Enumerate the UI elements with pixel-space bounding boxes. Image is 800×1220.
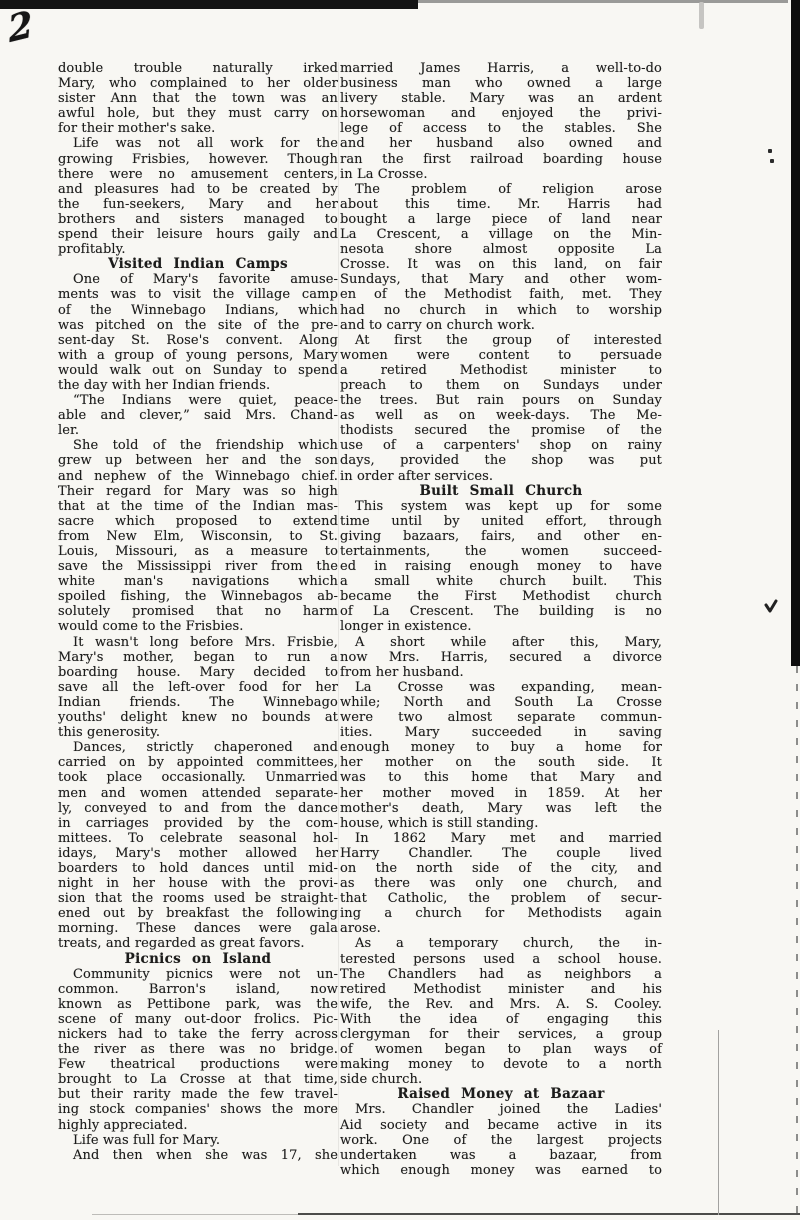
text-line: clergyman for their services, a group — [340, 1027, 662, 1042]
text-line: Mary's mother, began to run a — [58, 649, 338, 665]
paragraph — [340, 831, 662, 937]
text-line: Dances, strictly chaperoned and — [73, 740, 338, 756]
paragraph — [340, 182, 662, 333]
text-line: ments was to visit the village camp — [58, 287, 338, 303]
text-line: “The Indians were quiet, peace- — [73, 393, 338, 409]
text-line: men and women attended separate- — [58, 785, 338, 801]
text-line: en of the Methodist faith, met. They — [340, 287, 662, 303]
text-line: bought a large piece of land near — [340, 211, 662, 227]
paragraph — [58, 1133, 338, 1148]
text-line: able and clever,” said Mrs. Chand- — [58, 408, 338, 424]
text-line: Harry Chandler. The couple lived — [340, 845, 662, 861]
scan-bottom-rule — [298, 1213, 800, 1215]
text-line: growing Frisbies, however. Though — [58, 151, 338, 167]
paragraph — [58, 61, 338, 136]
text-line: married James Harris, a well-to-do — [340, 61, 662, 76]
text-line: ing a church for Methodists again — [340, 906, 662, 922]
text-line: boarders to hold dances until mid- — [58, 860, 338, 876]
text-line: Community picnics were not un- — [73, 966, 338, 982]
text-line: of women began to plan ways of — [340, 1042, 662, 1058]
text-line: about this time. Mr. Harris had — [340, 196, 662, 212]
text-line: sacre which proposed to extend — [58, 513, 338, 529]
text-line: and her husband also owned and — [340, 136, 662, 152]
paragraph — [58, 393, 338, 438]
text-line: Mrs. Chandler joined the Ladies' — [355, 1102, 662, 1118]
text-line: as well as on week-days. The Me- — [340, 408, 662, 424]
text-line: mittees. To celebrate seasonal hol- — [58, 830, 338, 846]
text-line: terested persons used a school house. — [340, 951, 662, 967]
text-line: ran the first railroad boarding house — [340, 151, 662, 167]
paragraph — [58, 136, 338, 257]
section-heading: Visited Indian Camps — [108, 256, 288, 273]
text-line: in carriages provided by the com- — [58, 815, 338, 831]
text-line: giving bazaars, fairs, and other en- — [340, 528, 662, 544]
text-line: Their regard for Mary was so high — [58, 483, 338, 499]
text-line: enough money to buy a home for — [340, 740, 662, 756]
paragraph — [340, 680, 662, 831]
text-line: now Mrs. Harris, secured a divorce — [340, 649, 662, 665]
text-line: La Crosse was expanding, mean- — [355, 679, 662, 695]
text-line: grew up between her and the son — [58, 453, 338, 469]
text-line: of the Winnebago Indians, which — [58, 302, 338, 318]
article-column-right — [340, 61, 662, 1178]
text-line: ities. Mary succeeded in saving — [340, 725, 662, 741]
text-line: Few theatrical productions were — [58, 1057, 338, 1073]
article-column-left — [58, 61, 338, 1163]
paragraph — [340, 1102, 662, 1177]
text-line: the fun-seekers, Mary and her — [58, 196, 338, 212]
text-line: highly appreciated. — [58, 1117, 188, 1133]
text-line: scene of many out-door frolics. Pic- — [58, 1011, 338, 1027]
scan-top-edge-faint — [418, 0, 788, 3]
text-line: tertainments, the women succeed- — [340, 544, 662, 559]
text-line: her mother on the south side. It — [340, 755, 662, 771]
text-line: sent-day St. Rose's convent. Along — [58, 332, 338, 348]
text-line: One of Mary's favorite amuse- — [73, 272, 338, 288]
text-line: while; North and South La Crosse — [340, 694, 662, 710]
text-line: profitably. — [58, 242, 126, 258]
text-line: As a temporary church, the in- — [355, 936, 662, 952]
text-line: youths' delight knew no bounds at — [58, 710, 338, 726]
text-line: With the idea of engaging this — [340, 1011, 662, 1027]
margin-check-mark-icon — [764, 598, 778, 617]
text-line: making money to devote to a north — [340, 1057, 662, 1073]
paragraph — [58, 438, 338, 634]
text-line: ly, conveyed to and from the dance — [58, 800, 338, 816]
text-line: At first the group of interested — [355, 332, 662, 348]
paragraph — [340, 333, 662, 484]
text-line: lege of access to the stables. She — [340, 121, 662, 137]
section-heading: Raised Money at Bazaar — [397, 1086, 605, 1103]
text-line: house, which is still standing. — [340, 815, 539, 831]
text-line: side church. — [340, 1072, 423, 1088]
text-line: brought to La Crosse at that time, — [58, 1072, 338, 1088]
text-line: Aid society and became active in its — [340, 1117, 662, 1133]
text-line: undertaken was a bazaar, from — [340, 1147, 662, 1163]
text-line: La Crescent, a village on the Min- — [340, 227, 662, 243]
scan-right-edge-bar — [791, 0, 800, 666]
paragraph — [340, 936, 662, 1087]
text-line: The Chandlers had as neighbors a — [340, 966, 662, 982]
text-line: with a group of young persons, Mary — [58, 347, 338, 363]
paragraph — [58, 635, 338, 741]
text-line: which enough money was earned to — [340, 1162, 662, 1178]
text-line: white man's navigations which — [58, 574, 338, 590]
paragraph — [340, 61, 662, 182]
text-line: that Catholic, the problem of secur- — [340, 891, 662, 907]
text-line: in La Crosse. — [340, 166, 428, 182]
text-line: use of a carpenters' shop on rainy — [340, 438, 662, 454]
text-line: horsewoman and enjoyed the privi- — [340, 106, 662, 122]
text-line: mother's death, Mary was left the — [340, 800, 662, 816]
text-line: would come to the Frisbies. — [58, 619, 244, 635]
text-line: In 1862 Mary met and married — [355, 830, 662, 846]
text-line: retired Methodist minister and his — [340, 981, 662, 997]
text-line: work. One of the largest projects — [340, 1132, 662, 1148]
text-line: solutely promised that no harm — [58, 604, 338, 620]
text-line: Sundays, that Mary and other wom- — [340, 272, 662, 288]
section-heading: Built Small Church — [419, 482, 583, 499]
text-line: from her husband. — [340, 664, 464, 680]
text-line: This system was kept up for some — [355, 498, 662, 514]
text-line: from New Elm, Wisconsin, to St. — [58, 528, 338, 544]
text-line: Louis, Missouri, as a measure to — [58, 544, 338, 559]
text-line: there were no amusement centers, — [58, 166, 338, 182]
text-line: for their mother's sake. — [58, 121, 216, 137]
text-line: sion that the rooms used be straight- — [58, 891, 338, 907]
text-line: ed in raising enough money to have — [340, 559, 662, 575]
ink-speck — [770, 159, 774, 163]
text-line: known as Pettibone park, was the — [58, 996, 338, 1012]
text-line: morning. These dances were gala — [58, 921, 338, 937]
text-line: days, provided the shop was put — [340, 453, 662, 469]
scan-crease-line — [718, 1030, 719, 1215]
text-line: boarding house. Mary decided to — [58, 664, 338, 680]
text-line: this generosity. — [58, 725, 161, 741]
text-line: that at the time of the Indian mas- — [58, 498, 338, 514]
text-line: Life was not all work for the — [73, 136, 338, 152]
text-line: treats, and regarded as great favors. — [58, 936, 305, 952]
text-line: It wasn't long before Mrs. Frisbie, — [73, 634, 338, 650]
text-line: and nephew of the Winnebago chief. — [58, 468, 338, 484]
text-line: She told of the friendship which — [73, 438, 338, 454]
text-line: a small white church built. This — [340, 574, 662, 590]
text-line: And then when she was 17, she — [73, 1147, 338, 1163]
text-line: thodists secured the promise of the — [340, 423, 662, 439]
text-line: was pitched on the site of the pre- — [58, 317, 338, 333]
text-line: the trees. But rain pours on Sunday — [340, 393, 662, 409]
text-line: became the First Methodist church — [340, 589, 662, 605]
text-line: but their rarity made the few travel- — [58, 1087, 338, 1103]
text-line: night in her house with the provi- — [58, 876, 338, 892]
text-line: livery stable. Mary was an ardent — [340, 91, 662, 107]
text-line: spend their leisure hours gaily and — [58, 227, 338, 243]
text-line: A short while after this, Mary, — [355, 634, 662, 650]
text-line: carried on by appointed committees, — [58, 755, 338, 771]
section-heading: Picnics on Island — [124, 950, 272, 967]
handwritten-page-number: 2 — [6, 2, 35, 52]
text-line: ing stock companies' shows the more — [58, 1102, 338, 1118]
text-line: The problem of religion arose — [355, 181, 662, 197]
paragraph — [340, 635, 662, 680]
scan-smudge — [699, 2, 704, 29]
text-line: Life was full for Mary. — [73, 1132, 221, 1148]
text-line: would walk out on Sunday to spend — [58, 362, 338, 378]
paragraph — [58, 967, 338, 1133]
text-line: nickers had to take the ferry across — [58, 1027, 338, 1042]
text-line: on the north side of the city, and — [340, 860, 662, 876]
text-line: her mother moved in 1859. At her — [340, 785, 662, 801]
text-line: the river as there was no bridge. — [58, 1042, 338, 1058]
text-line: save the Mississippi river from the — [58, 559, 338, 575]
text-line: of La Crescent. The building is no — [340, 604, 662, 620]
text-line: time until by united effort, through — [340, 513, 662, 529]
text-line: Indian friends. The Winnebago — [58, 694, 338, 710]
text-line: awful hole, but they must carry on — [58, 106, 338, 122]
text-line: ler. — [58, 423, 80, 439]
text-line: Mary, who complained to her older — [58, 76, 338, 92]
text-line: were two almost separate commun- — [340, 710, 662, 726]
text-line: nesota shore almost opposite La — [340, 242, 662, 258]
text-line: brothers and sisters managed to — [58, 211, 338, 227]
scan-right-edge-dash — [796, 666, 798, 1220]
text-line: wife, the Rev. and Mrs. A. S. Cooley. — [340, 996, 662, 1012]
text-line: ened out by breakfast the following — [58, 906, 338, 922]
text-line: business man who owned a large — [340, 76, 662, 92]
text-line: was to this home that Mary and — [340, 770, 662, 786]
paragraph — [340, 499, 662, 635]
text-line: double trouble naturally irked — [58, 61, 338, 76]
text-line: the day with her Indian friends. — [58, 377, 271, 393]
text-line: had no church in which to worship — [340, 302, 662, 318]
text-line: women were content to persuade — [340, 347, 662, 363]
text-line: in order after services. — [340, 468, 494, 484]
text-line: common. Barron's island, now — [58, 981, 338, 997]
text-line: as there was only one church, and — [340, 876, 662, 892]
text-line: sister Ann that the town was an — [58, 91, 338, 107]
text-line: spoiled fishing, the Winnebagos ab- — [58, 589, 338, 605]
column-divider-rule — [338, 62, 339, 1166]
text-line: longer in existence. — [340, 619, 472, 635]
ink-speck — [768, 149, 772, 153]
text-line: Crosse. It was on this land, on fair — [340, 257, 662, 273]
paragraph — [58, 1148, 338, 1163]
text-line: idays, Mary's mother allowed her — [58, 845, 338, 861]
paragraph — [58, 740, 338, 951]
text-line: and pleasures had to be created by — [58, 181, 338, 197]
scan-bottom-rule-faint — [92, 1214, 298, 1215]
text-line: and to carry on church work. — [340, 317, 536, 333]
text-line: took place occasionally. Unmarried — [58, 770, 338, 786]
text-line: save all the left-over food for her — [58, 679, 338, 695]
text-line: arose. — [340, 921, 381, 937]
scan-top-edge-dark — [0, 0, 418, 9]
text-line: preach to them on Sundays under — [340, 377, 662, 393]
text-line: a retired Methodist minister to — [340, 362, 662, 378]
paragraph — [58, 272, 338, 393]
